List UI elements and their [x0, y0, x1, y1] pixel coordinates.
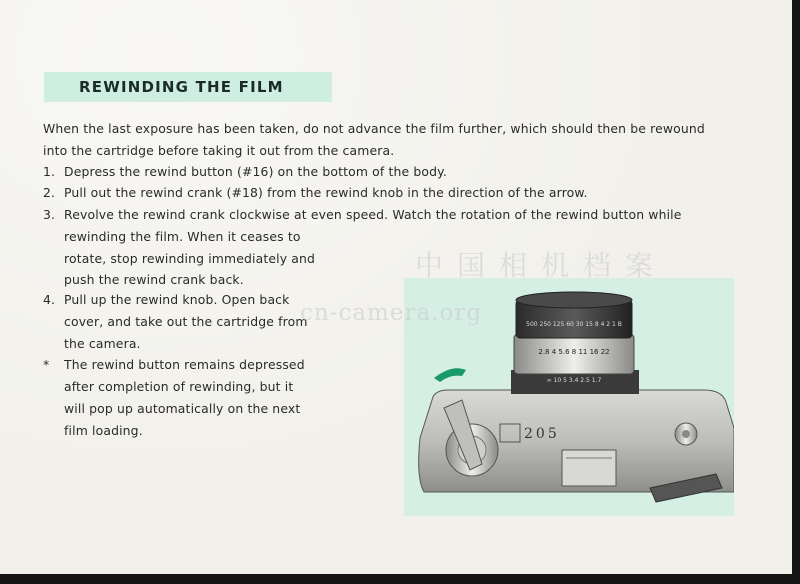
model-marking: 205 [524, 426, 560, 442]
note-text: will pop up automatically on the next [64, 401, 301, 416]
note-marker: * [43, 357, 50, 372]
intro-line-1: When the last exposure has been taken, do not advance the film further, which should then be rewound [43, 121, 705, 136]
step-text: rewinding the film. When it ceases to [64, 229, 301, 244]
intro-line-2: into the cartridge before taking it out from the camera. [43, 143, 395, 158]
watermark-cn: 中国相机档案 [415, 249, 668, 282]
section-heading: REWINDING THE FILM [79, 78, 284, 96]
note-text: film loading. [64, 423, 143, 438]
step-text: the camera. [64, 336, 141, 351]
camera-photo [404, 278, 734, 516]
step-number: 2. [43, 185, 56, 200]
scan-edge-bottom [0, 574, 800, 584]
lens-top [516, 292, 632, 308]
camera-illustration [404, 278, 734, 516]
note-text: The rewind button remains depressed [64, 357, 305, 372]
direction-arrow [434, 368, 466, 382]
step-text: Pull up the rewind knob. Open back [64, 292, 290, 307]
scan-edge-right [792, 0, 800, 584]
step-number: 4. [43, 292, 56, 307]
shutter-scale: 500 250 125 60 30 15 8 4 2 1 B [526, 321, 622, 328]
note-text: after completion of rewinding, but it [64, 379, 294, 394]
distance-scale: ∞ 10 5 3.4 2.5 1.7 [546, 377, 602, 384]
accessory-shoe [562, 450, 616, 486]
step-text: Pull out the rewind crank (#18) from the rewind knob in the direction of the arrow. [64, 185, 588, 200]
section-heading-box [44, 72, 332, 102]
aperture-scale: 2.8 4 5.6 8 11 16 22 [538, 348, 610, 356]
step-text: cover, and take out the cartridge from [64, 314, 308, 329]
watermark-en: cn-camera.org [300, 300, 483, 326]
step-text: Depress the rewind button (#16) on the bottom of the body. [64, 164, 447, 179]
step-number: 1. [43, 164, 56, 179]
step-text: rotate, stop rewinding immediately and [64, 251, 316, 266]
step-number: 3. [43, 207, 56, 222]
step-text: Revolve the rewind crank clockwise at even speed. Watch the rotation of the rewind button while [64, 207, 682, 222]
step-text: push the rewind crank back. [64, 272, 244, 287]
